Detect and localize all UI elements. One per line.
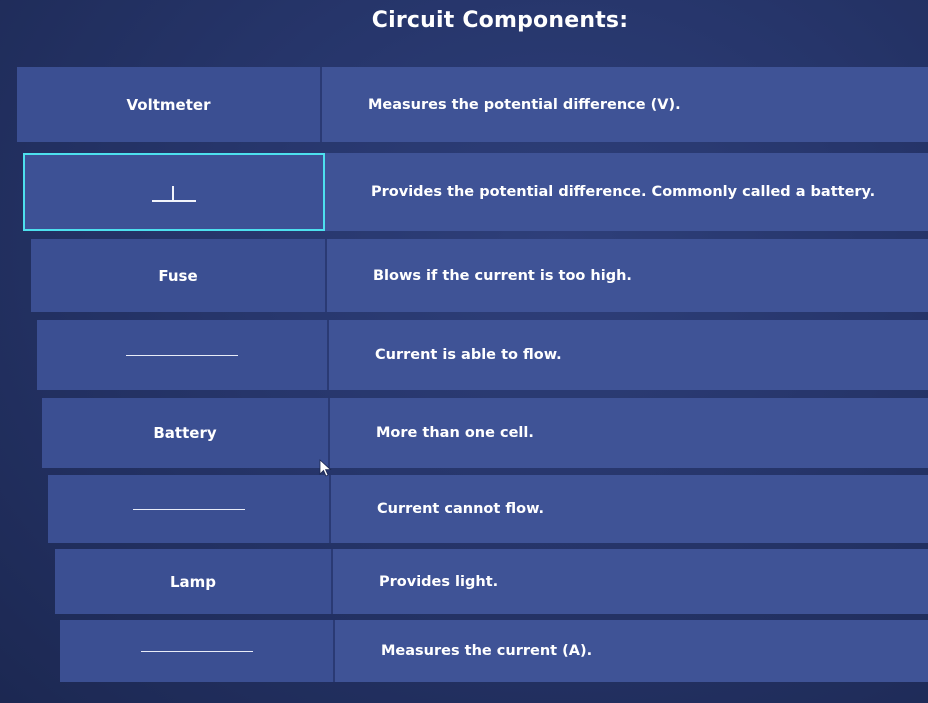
term-label: Fuse	[158, 266, 198, 285]
cell-symbol-icon	[152, 182, 196, 202]
mouse-pointer-icon	[319, 459, 333, 477]
table-row	[17, 67, 928, 142]
definition-text: Measures the potential difference (V).	[368, 96, 681, 113]
definition-text: Measures the current (A).	[381, 643, 593, 659]
table-row	[37, 320, 928, 390]
definition-cell	[331, 475, 928, 543]
term-label: Lamp	[169, 572, 217, 591]
definition-cell	[322, 67, 928, 142]
definition-text: Provides the potential difference. Commonly called a battery.	[371, 184, 876, 200]
term-drop-zone[interactable]	[60, 620, 333, 682]
blank-line	[126, 355, 238, 356]
definition-text: More than one cell.	[376, 425, 534, 441]
definition-cell	[325, 153, 928, 231]
blank-line	[141, 651, 253, 652]
definition-cell	[327, 239, 928, 312]
definition-text: Current is able to flow.	[375, 347, 562, 363]
blank-line	[133, 509, 245, 510]
definition-text: Current cannot flow.	[377, 501, 545, 517]
term-drop-zone[interactable]	[48, 475, 329, 543]
definition-cell	[330, 398, 928, 468]
definition-text: Provides light.	[379, 573, 499, 590]
definition-text: Blows if the current is too high.	[373, 267, 632, 284]
term-card-battery[interactable]	[42, 398, 328, 468]
definition-cell	[335, 620, 928, 682]
term-label: Battery	[153, 424, 217, 442]
table-row	[23, 153, 928, 231]
term-card-fuse[interactable]	[31, 239, 325, 312]
definition-cell	[333, 549, 928, 614]
page-title: Circuit Components:	[371, 8, 629, 33]
table-row	[55, 549, 928, 614]
table-row	[60, 620, 928, 682]
term-drop-zone[interactable]	[37, 320, 327, 390]
term-card-cell[interactable]	[23, 153, 325, 231]
table-row	[48, 475, 928, 543]
table-row	[31, 239, 928, 312]
term-label: Voltmeter	[126, 95, 211, 114]
definition-cell	[329, 320, 928, 390]
term-card-lamp[interactable]	[55, 549, 331, 614]
term-card-voltmeter[interactable]	[17, 67, 320, 142]
table-row	[42, 398, 928, 468]
